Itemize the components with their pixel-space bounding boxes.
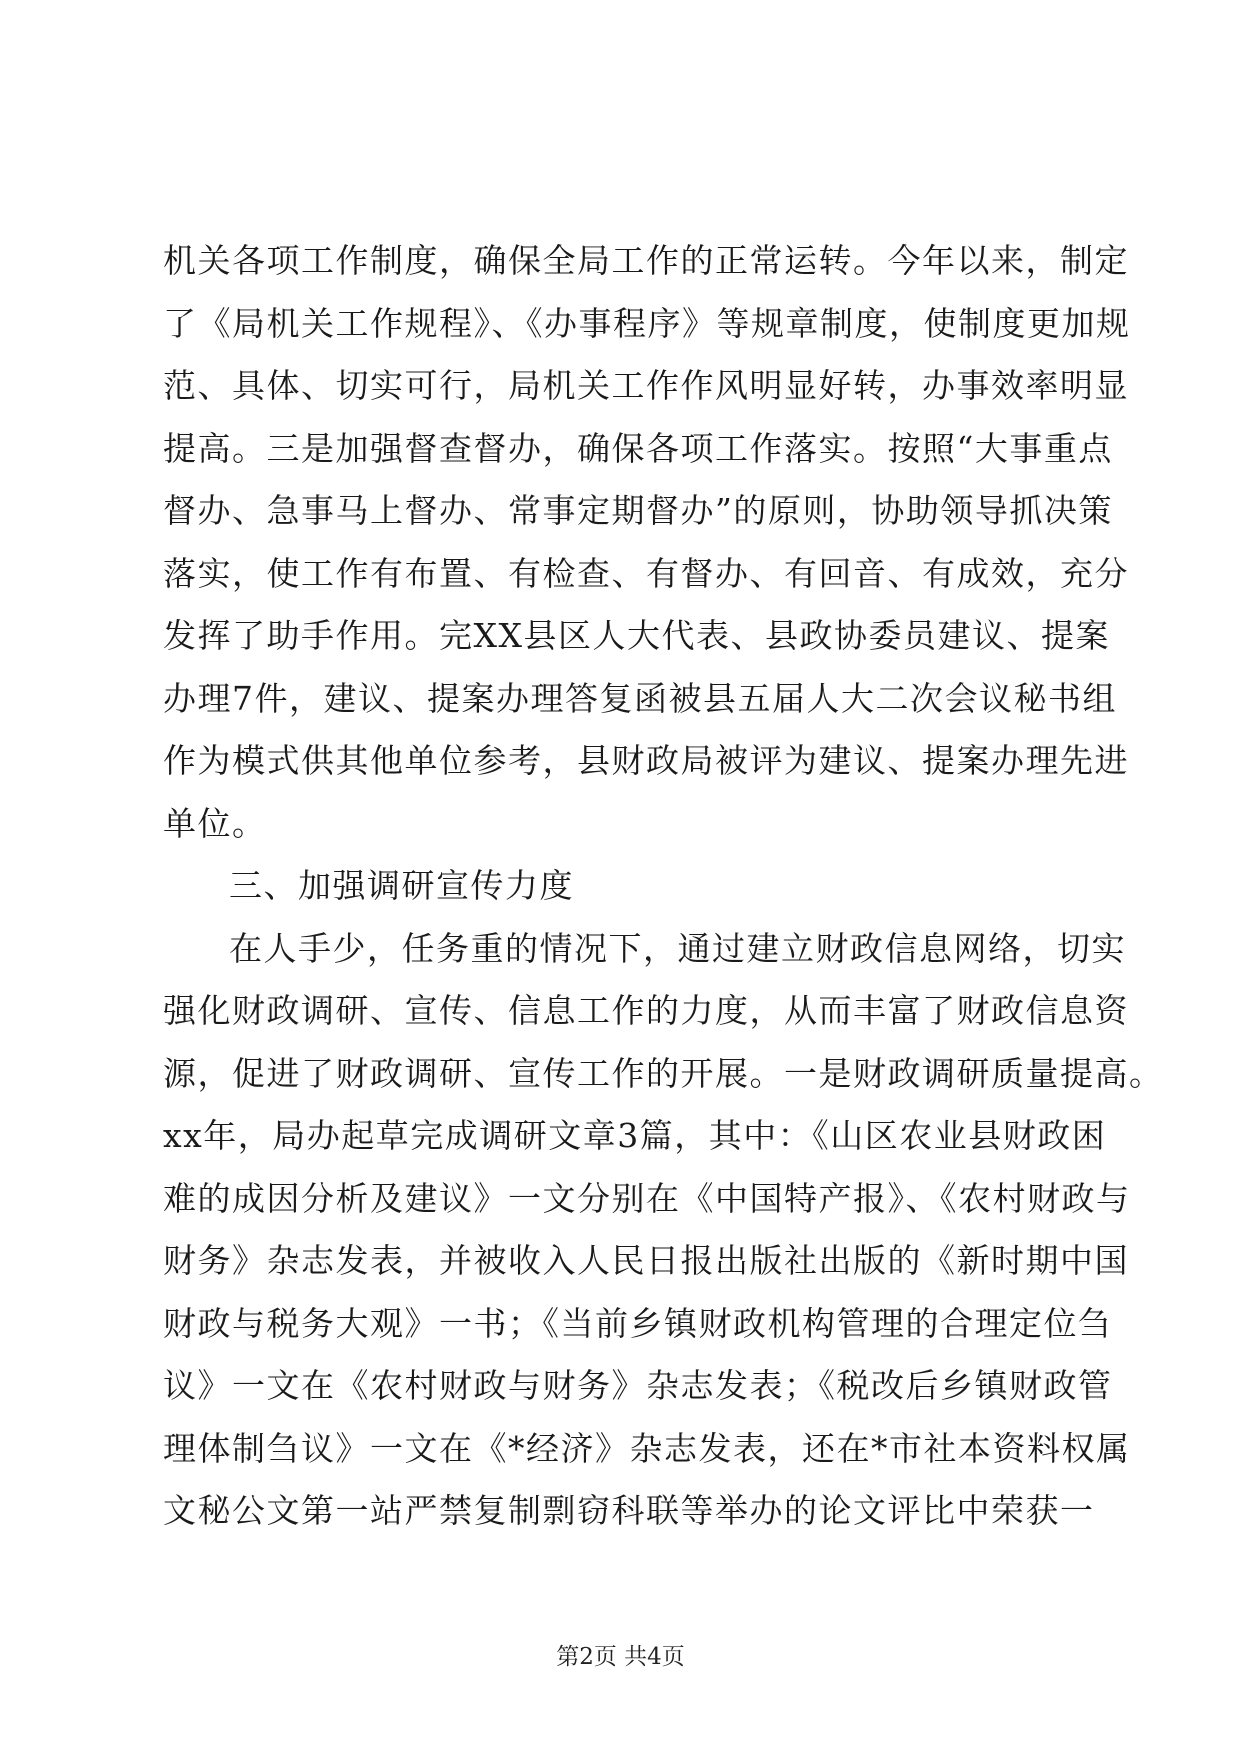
text-line: 了《局机关工作规程》、《办事程序》等规章制度，使制度更加规 [163,303,1131,343]
text-line: 财务》杂志发表，并被收入人民日报出版社出版的《新时期中国 [163,1241,1129,1280]
text-line: 办理7件，建议、提案办理答复函被县五届人大二次会议秘书组 [163,678,1117,718]
text-line: xx年，局办起草完成调研文章3篇，其中：《山区农业县财政困 [163,1116,1107,1155]
section-heading: 三、加强调研宣传力度 [229,866,574,905]
text-line: 督办、急事马上督办、常事定期督办”的原则，协助领导抓决策 [163,491,1113,530]
text-line: 发挥了助手作用。完XX县区人大代表、县政协委员建议、提案 [163,616,1110,655]
text-line: 作为模式供其他单位参考，县财政局被评为建议、提案办理先进 [163,741,1129,780]
text-line: 落实，使工作有布置、有检查、有督办、有回音、有成效，充分 [163,553,1129,593]
text-line: 文秘公文第一站严禁复制剽窃科联等举办的论文评比中荣获一 [163,1491,1095,1530]
document-body [163,230,1164,1543]
text-line: 理体制刍议》一文在《*经济》杂志发表，还在*市社本资料权属 [163,1428,1131,1468]
text-line: 提高。三是加强督查督办，确保各项工作落实。按照“大事重点 [163,428,1113,468]
text-line: 财政与税务大观》一书；《当前乡镇财政机构管理的合理定位刍 [163,1303,1113,1343]
text-line: 强化财政调研、宣传、信息工作的力度，从而丰富了财政信息资 [163,991,1129,1030]
text-line: 单位。 [163,803,267,843]
text-line: 源，促进了财政调研、宣传工作的开展。一是财政调研质量提高。 [163,1053,1164,1093]
text-line: 难的成因分析及建议》一文分别在《中国特产报》、《农村财政与 [163,1178,1131,1218]
page-number-footer: 第2页 共4页 [556,1644,685,1670]
text-line: 在人手少，任务重的情况下，通过建立财政信息网络，切实 [229,928,1126,968]
text-line: 范、具体、切实可行，局机关工作作风明显好转，办事效率明显 [163,366,1129,405]
text-line: 议》一文在《农村财政与财务》杂志发表；《税改后乡镇财政管 [163,1366,1113,1405]
text-line: 机关各项工作制度，确保全局工作的正常运转。今年以来，制定 [163,241,1129,280]
